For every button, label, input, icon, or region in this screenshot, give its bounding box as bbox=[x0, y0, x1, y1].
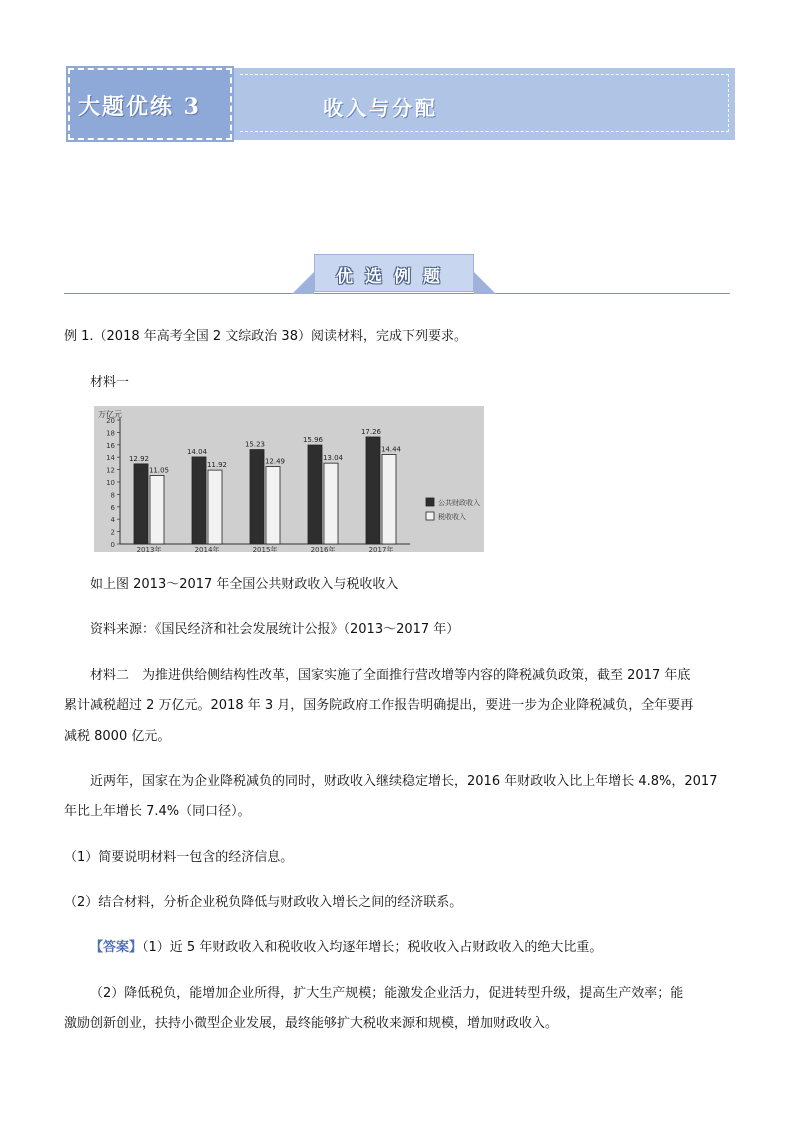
data-label-tax-1: 11.92 bbox=[206, 461, 228, 470]
chart-caption: 如上图 2013～2017 年全国公共财政收入与税收收入 bbox=[90, 577, 399, 592]
bar-chart bbox=[94, 406, 484, 552]
data-label-tax-3: 13.04 bbox=[322, 454, 344, 463]
paragraph2-line-2: 年比上年增长 7.4%（同口径）。 bbox=[64, 804, 251, 819]
chart-figure bbox=[94, 406, 484, 552]
bar-tax-4 bbox=[382, 454, 396, 544]
bar-tax-0 bbox=[150, 475, 164, 544]
legend-label-1: 税收收入 bbox=[438, 513, 466, 521]
bar-fiscal-4 bbox=[366, 437, 380, 544]
legend-label-0: 公共财政收入 bbox=[438, 499, 480, 507]
x-tick-label-3: 2016年 bbox=[310, 546, 336, 552]
page-title: 收入与分配 bbox=[323, 96, 438, 120]
bar-tax-2 bbox=[266, 467, 280, 544]
source-note: 资料来源：《国民经济和社会发展统计公报》（2013～2017 年） bbox=[90, 622, 460, 637]
data-label-fiscal-0: 12.92 bbox=[128, 454, 150, 463]
y-tick-label-8: 16 bbox=[106, 441, 115, 450]
y-tick-label-3: 6 bbox=[110, 503, 115, 512]
x-tick-label-4: 2017年 bbox=[368, 546, 394, 552]
bar-fiscal-3 bbox=[308, 445, 322, 544]
x-tick-label-0: 2013年 bbox=[136, 546, 162, 552]
paragraph2-line-1: 近两年，国家在为企业降税减负的同时，财政收入继续稳定增长，2016 年财政收入比上年增长 4.8%，2017 bbox=[90, 774, 718, 789]
y-tick-label-2: 4 bbox=[110, 516, 115, 525]
y-tick-label-0: 0 bbox=[110, 541, 115, 549]
bar-tax-3 bbox=[324, 463, 338, 544]
legend-swatch-0 bbox=[426, 498, 434, 506]
data-label-fiscal-4: 17.26 bbox=[360, 427, 382, 436]
y-tick-label-6: 12 bbox=[106, 466, 115, 475]
section-tab-label: 优选例题 bbox=[336, 267, 452, 287]
section-tab bbox=[64, 250, 730, 296]
answer-2-line-1: （2）降低税负，能增加企业所得，扩大生产规模；能激发企业活力，促进转型升级，提高生产效率；能 bbox=[90, 986, 684, 1001]
y-tick-label-7: 14 bbox=[106, 454, 115, 463]
question-1: （1）简要说明材料一包含的经济信息。 bbox=[64, 850, 294, 865]
bar-fiscal-2 bbox=[250, 450, 264, 544]
y-tick-label-4: 8 bbox=[110, 491, 115, 500]
y-axis-label: 万亿元 bbox=[98, 410, 122, 419]
banner-dashed-border bbox=[240, 74, 729, 132]
bar-fiscal-1 bbox=[192, 457, 206, 544]
material2-line-2: 累计减税超过 2 万亿元。2018 年 3 月，国务院政府工作报告明确提出，要进一步为企业降税减负，全年要再 bbox=[64, 698, 694, 713]
example-heading: 例 1.（2018 年高考全国 2 文综政治 38）阅读材料，完成下列要求。 bbox=[64, 329, 467, 344]
header-banner bbox=[68, 68, 735, 140]
data-label-tax-2: 12.49 bbox=[264, 457, 286, 466]
answer-1-text: （1）近 5 年财政收入和税收收入均逐年增长；税收收入占财政收入的绝大比重。 bbox=[142, 940, 603, 955]
y-tick-label-1: 2 bbox=[110, 528, 115, 537]
answer-tag: 【答案】 bbox=[90, 940, 143, 955]
answer-2-line-2: 激励创新创业，扶持小微型企业发展，最终能够扩大税收来源和规模，增加财政收入。 bbox=[64, 1016, 559, 1031]
material2-line-1: 材料二 为推进供给侧结构性改革，国家实施了全面推行营改增等内容的降税减负政策，截至 2017 年底 bbox=[90, 668, 691, 683]
answer-1 bbox=[90, 938, 602, 958]
data-label-fiscal-1: 14.04 bbox=[186, 447, 208, 456]
material2-line-3: 减税 8000 亿元。 bbox=[64, 729, 171, 744]
y-tick-label-5: 10 bbox=[106, 479, 115, 487]
bar-fiscal-0 bbox=[134, 464, 148, 544]
y-tick-label-9: 18 bbox=[106, 429, 115, 438]
data-label-tax-4: 14.44 bbox=[380, 445, 402, 454]
material1-label: 材料一 bbox=[90, 375, 130, 390]
y-tick-label-10: 20 bbox=[106, 417, 115, 425]
x-tick-label-1: 2014年 bbox=[194, 546, 220, 552]
data-label-fiscal-2: 15.23 bbox=[244, 440, 266, 449]
data-label-fiscal-3: 15.96 bbox=[302, 436, 324, 445]
legend-swatch-1 bbox=[426, 512, 434, 520]
x-tick-label-2: 2015年 bbox=[252, 546, 278, 552]
data-label-tax-0: 11.05 bbox=[148, 466, 170, 475]
banner-label: 大题优练 3 bbox=[78, 94, 201, 120]
bar-tax-1 bbox=[208, 470, 222, 544]
banner-label-box bbox=[68, 68, 232, 140]
question-2: （2）结合材料，分析企业税负降低与财政收入增长之间的经济联系。 bbox=[64, 895, 463, 910]
